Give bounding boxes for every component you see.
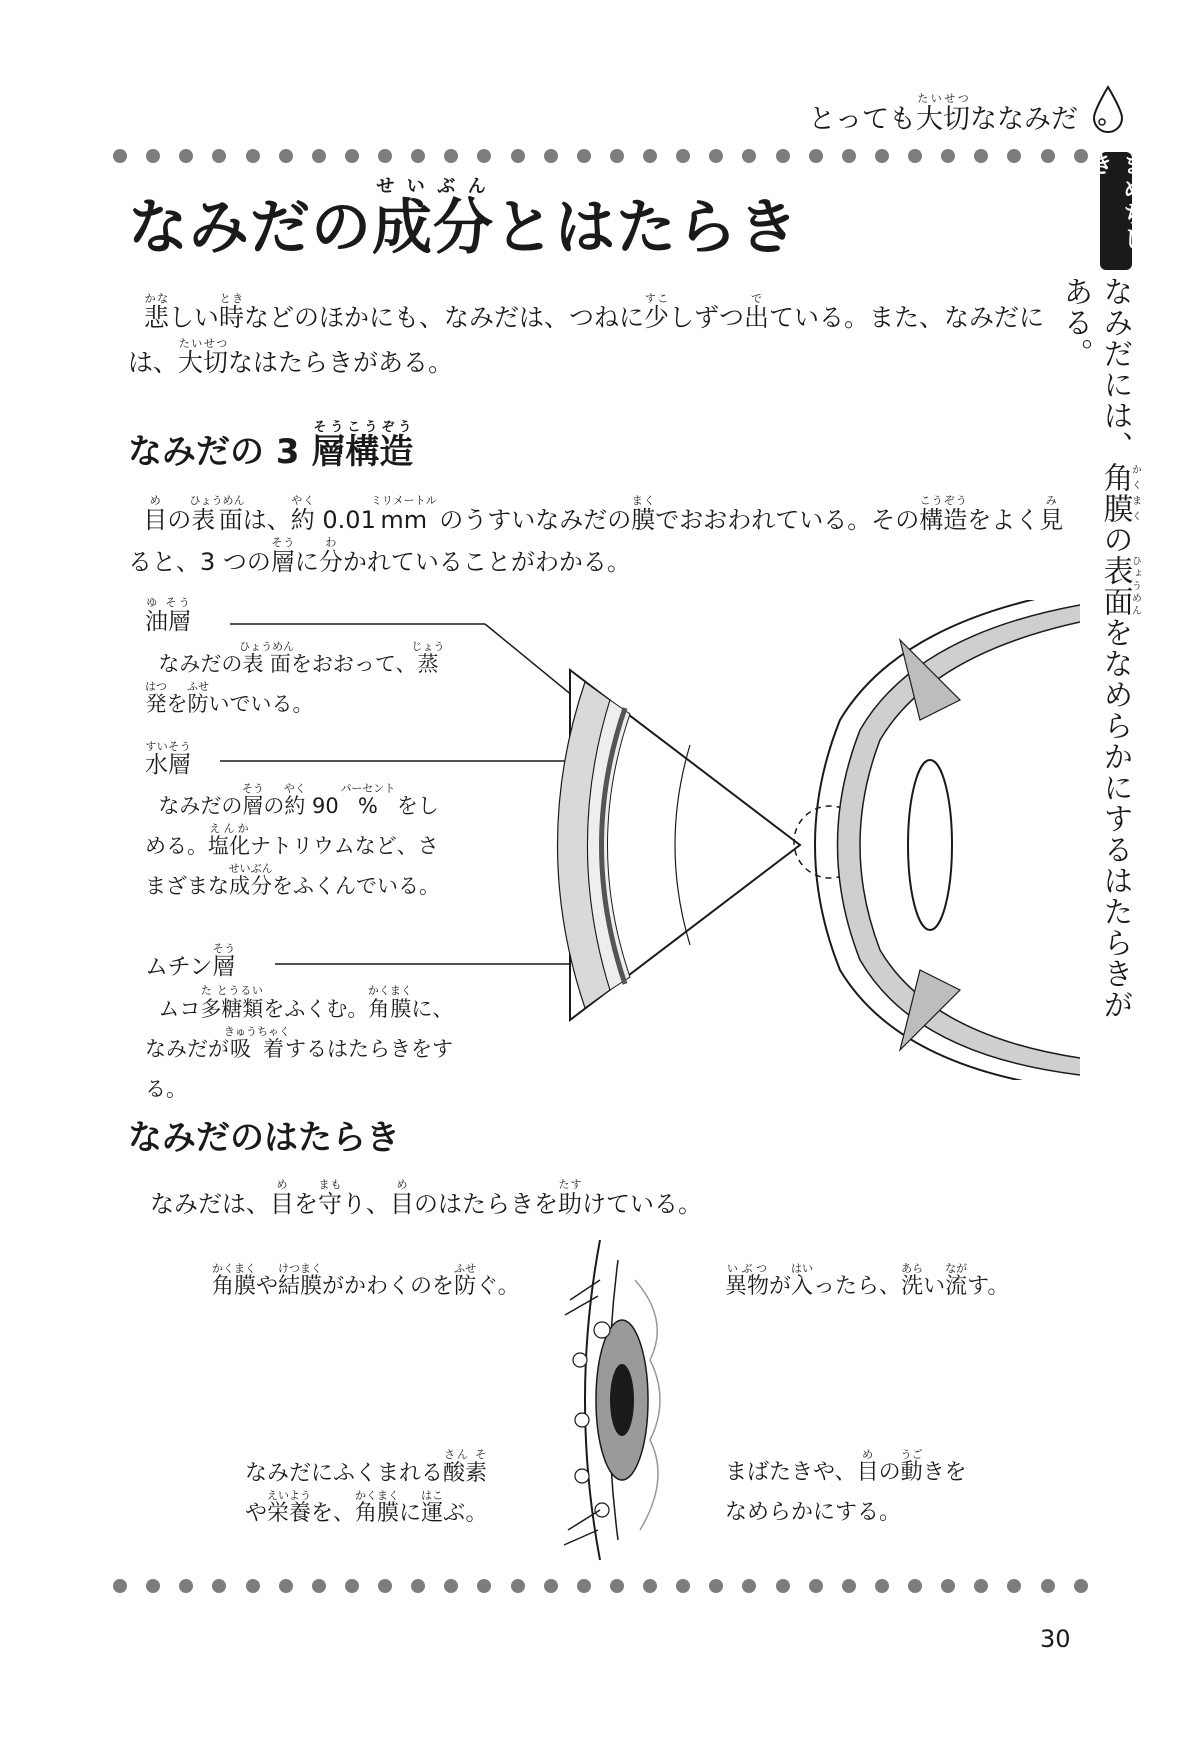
page-number: 30 (1040, 1625, 1071, 1653)
function-caption-prevent-dryness: 角膜かくまくや結膜けつまくがかわくのを防ふせぐ。 (212, 1262, 520, 1299)
section-heading-structure: なみだの 3 層構造そうこうぞう (128, 420, 414, 472)
dotted-divider-bottom (113, 1576, 1088, 1596)
water-layer-description: なみだの層そうの約やく 90 %パーセント をしめる。塩化えんかナトリウムなど、さまざまな成分せいぶんをふくんでいる。 (145, 782, 440, 898)
dotted-divider-top (113, 146, 1088, 166)
mucin-layer-label: ムチン層そう (145, 942, 236, 980)
eye-tears-illustration (560, 1240, 670, 1580)
intro-paragraph: 悲かなしい時ときなどのほかにも、なみだは、つねに少すこしずつ出でている。また、なみだには、大切たいせつなはたらきがある。 (128, 292, 1045, 377)
function-caption-nutrients: なみだにふくまれる酸素さん そ や栄養えいようを、角膜かくまくに運はこぶ。 (245, 1448, 488, 1526)
section-heading-functions: なみだのはたらき (128, 1118, 400, 1158)
trivia-tag: まめちしき (1100, 152, 1132, 270)
mucin-layer-description: ムコ多糖類た とうるいをふくむ。角膜かくまくに、なみだが吸着きゅうちゃくするはたらきをする。 (145, 984, 454, 1101)
side-note: なみだには、角膜かくまくの表面ひょうめんをなめらかにするはたらきがある。 (1057, 276, 1141, 1020)
oil-layer-label: 油層ゆ そう (145, 596, 191, 635)
function-caption-smooth-movement: まばたきや、目めの動うごきを なめらかにする。 (725, 1448, 967, 1525)
function-caption-wash-foreign: 異物いぶつが入はいったら、洗あらい流ながす。 (725, 1262, 1010, 1299)
page-title: なみだの成分せいぶんとはたらき (128, 176, 799, 263)
teardrop-icon (1090, 84, 1126, 136)
oil-layer-description: なみだの表面ひょうめんをおおって、蒸じょう発はつを防ふせいでいる。 (145, 640, 445, 716)
structure-paragraph: 目めの表面ひょうめんは、約やく 0.01mmミリメートル のうすいなみだの膜まくでおおわれている。その構造こうぞうをよく見みると、3 つの層そうに分わかれていることがわかる。 (128, 494, 1064, 576)
functions-paragraph: なみだは、目めを守まもり、目めのはたらきを助たすけている。 (150, 1178, 702, 1218)
water-layer-label: 水層すいそう (145, 740, 191, 778)
running-header: とっても大切たいせつななみだ (808, 92, 1078, 135)
